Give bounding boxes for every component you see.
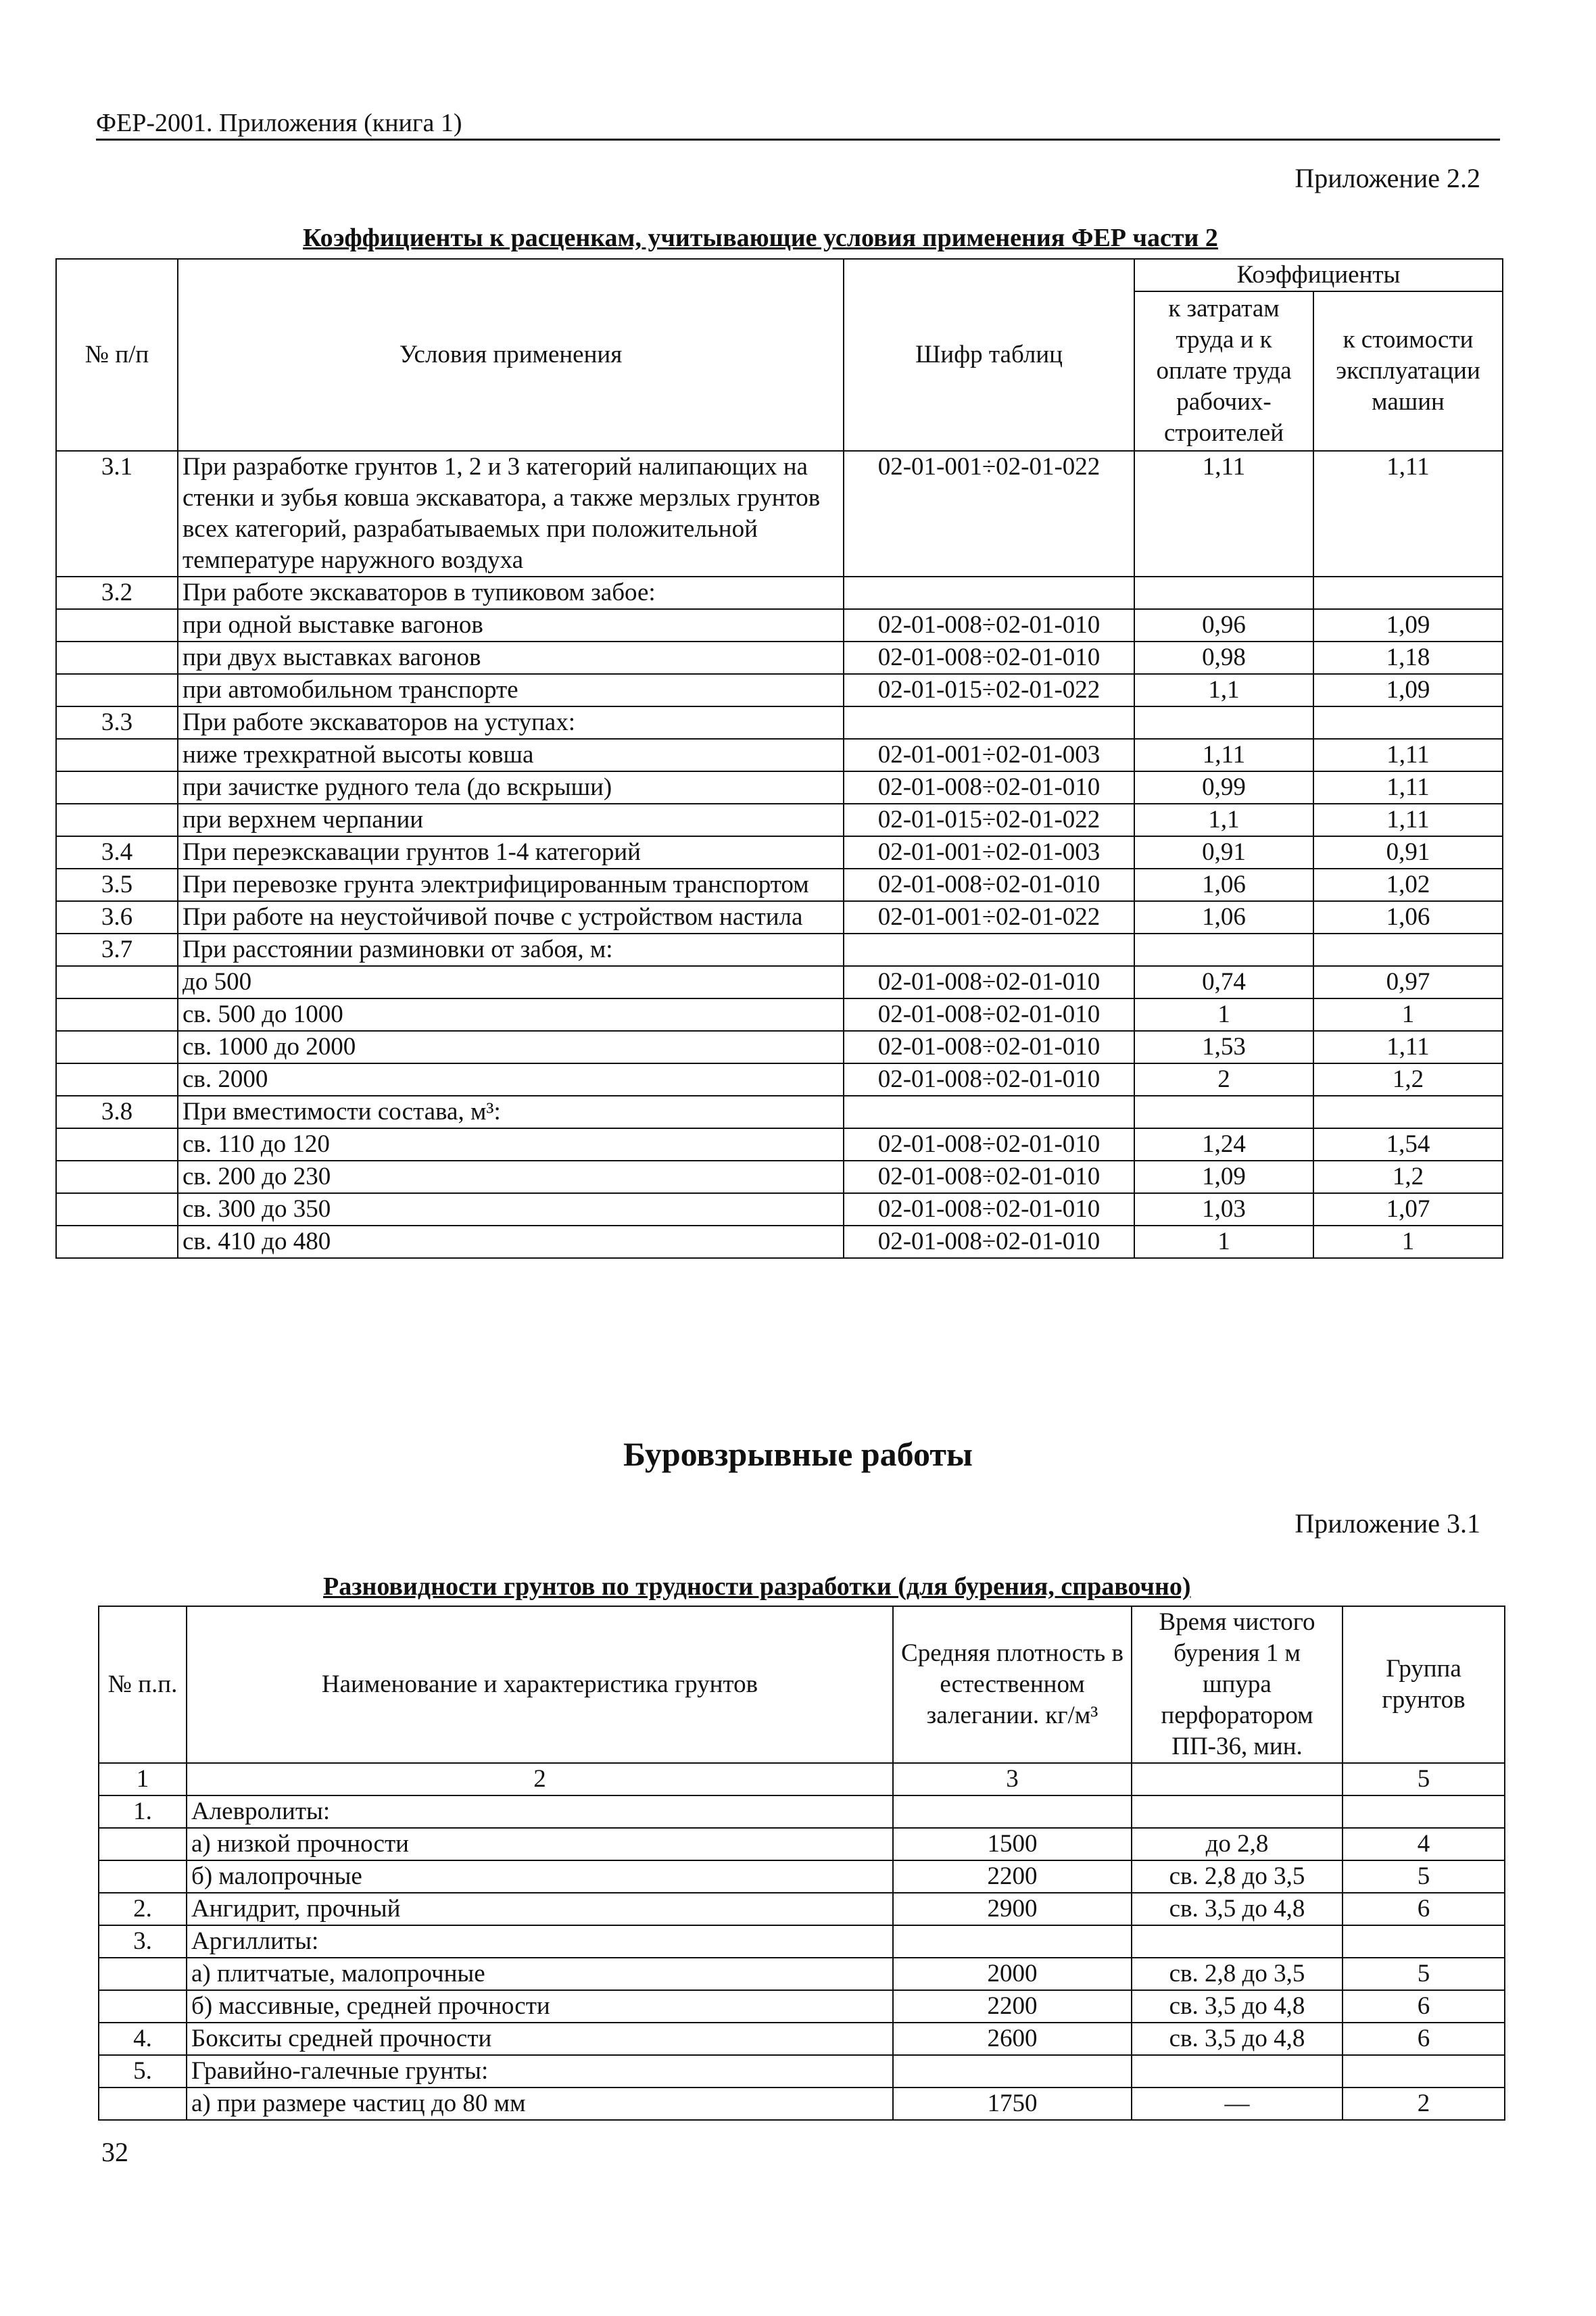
table-row [56, 998, 1503, 1031]
col-header-density: Средняя плотность в естественном залегании. кг/м³ [893, 1606, 1132, 1763]
row-machine-coef: 1 [1313, 1226, 1503, 1258]
row-condition: При вместимости состава, м³: [178, 1096, 844, 1128]
row-number [56, 966, 178, 998]
row-drilling-time: — [1132, 2088, 1343, 2120]
table-row [56, 1193, 1503, 1226]
running-header: ФЕР-2001. Приложения (книга 1) [96, 109, 462, 137]
col-header-table-code: Шифр таблиц [844, 259, 1134, 451]
appendix-3-1-title: Разновидности грунтов по трудности разработки (для бурения, справочно) [323, 1572, 1191, 1601]
table-row [99, 2023, 1505, 2055]
row-condition: св. 500 до 1000 [178, 998, 844, 1031]
row-machine-coef: 0,91 [1313, 836, 1503, 869]
row-table-code [844, 577, 1134, 609]
row-condition: св. 410 до 480 [178, 1226, 844, 1258]
row-table-code: 02-01-008÷02-01-010 [844, 642, 1134, 674]
table-row [99, 1925, 1505, 1958]
row-table-code: 02-01-008÷02-01-010 [844, 998, 1134, 1031]
row-density: 2200 [893, 1860, 1132, 1893]
table-row [56, 739, 1503, 771]
col-header-num: № п/п [56, 259, 178, 451]
row-number [56, 1128, 178, 1161]
row-number [56, 804, 178, 836]
row-number [56, 1031, 178, 1063]
row-machine-coef: 1,11 [1313, 804, 1503, 836]
row-table-code: 02-01-008÷02-01-010 [844, 1193, 1134, 1226]
row-table-code: 02-01-008÷02-01-010 [844, 1063, 1134, 1096]
table-row [56, 901, 1503, 934]
row-density [893, 1795, 1132, 1828]
row-soil-group: 4 [1343, 1828, 1505, 1860]
row-table-code: 02-01-008÷02-01-010 [844, 609, 1134, 642]
row-number: 3.8 [56, 1096, 178, 1128]
row-number: 3. [99, 1925, 187, 1958]
row-condition: При расстоянии разминовки от забоя, м: [178, 934, 844, 966]
row-number [56, 1226, 178, 1258]
table-row [56, 642, 1503, 674]
row-machine-coef [1313, 706, 1503, 739]
row-condition: св. 200 до 230 [178, 1161, 844, 1193]
col-header-soil-group: Группа грунтов [1343, 1606, 1505, 1763]
soil-types-table [98, 1606, 1505, 2121]
row-machine-coef: 1,11 [1313, 771, 1503, 804]
row-number: 3.7 [56, 934, 178, 966]
row-soil-group: 6 [1343, 1990, 1505, 2023]
row-condition: при верхнем черпании [178, 804, 844, 836]
row-machine-coef: 1,09 [1313, 609, 1503, 642]
row-soil-group [1343, 2055, 1505, 2088]
row-number [56, 771, 178, 804]
table-row [56, 1128, 1503, 1161]
row-machine-coef: 1,07 [1313, 1193, 1503, 1226]
appendix-2-2-label: Приложение 2.2 [1295, 163, 1480, 193]
table-row [56, 966, 1503, 998]
row-drilling-time [1132, 2055, 1343, 2088]
table-row [99, 2055, 1505, 2088]
row-labor-coef: 0,74 [1134, 966, 1313, 998]
row-condition: ниже трехкратной высоты ковша [178, 739, 844, 771]
row-drilling-time: св. 3,5 до 4,8 [1132, 1990, 1343, 2023]
row-labor-coef [1134, 1096, 1313, 1128]
table-row [56, 804, 1503, 836]
table-row [56, 836, 1503, 869]
table-row [56, 706, 1503, 739]
row-machine-coef [1313, 577, 1503, 609]
row-condition: при автомобильном транспорте [178, 674, 844, 706]
col-header-machine-coef: к стоимости эксплуатации машин [1313, 291, 1503, 451]
row-number [56, 1161, 178, 1193]
col-header-labor-coef: к затратам труда и к оплате труда рабочих-строителей [1134, 291, 1313, 451]
row-labor-coef: 1 [1134, 1226, 1313, 1258]
row-labor-coef: 0,96 [1134, 609, 1313, 642]
row-machine-coef: 1,11 [1313, 1031, 1503, 1063]
row-drilling-time: св. 3,5 до 4,8 [1132, 2023, 1343, 2055]
row-number: 3.5 [56, 869, 178, 901]
row-labor-coef [1134, 934, 1313, 966]
column-number-row [99, 1763, 1505, 1795]
row-condition: При работе экскаваторов на уступах: [178, 706, 844, 739]
row-labor-coef: 1 [1134, 998, 1313, 1031]
table-row [99, 1795, 1505, 1828]
row-table-code: 02-01-008÷02-01-010 [844, 1128, 1134, 1161]
row-table-code [844, 1096, 1134, 1128]
row-labor-coef: 0,91 [1134, 836, 1313, 869]
row-number [99, 1958, 187, 1990]
row-number: 4. [99, 2023, 187, 2055]
table-row [56, 1096, 1503, 1128]
row-drilling-time [1132, 1925, 1343, 1958]
row-labor-coef [1134, 577, 1313, 609]
row-number [56, 674, 178, 706]
table-row [56, 1063, 1503, 1096]
row-density: 1750 [893, 2088, 1132, 2120]
column-number: 1 [99, 1763, 187, 1795]
row-labor-coef: 1,03 [1134, 1193, 1313, 1226]
row-soil-name: Алевролиты: [187, 1795, 893, 1828]
table-row [99, 1828, 1505, 1860]
row-table-code: 02-01-008÷02-01-010 [844, 869, 1134, 901]
row-machine-coef: 1,2 [1313, 1161, 1503, 1193]
row-soil-name: а) низкой прочности [187, 1828, 893, 1860]
row-number: 3.2 [56, 577, 178, 609]
row-machine-coef [1313, 934, 1503, 966]
row-condition: При разработке грунтов 1, 2 и 3 категорий налипающих на стенки и зубья ковша экскаватора, а также мерзлых грунтов всех категорий, разрабатываемых при положительной температуре наружного воздуха [178, 451, 844, 577]
row-number: 5. [99, 2055, 187, 2088]
row-machine-coef [1313, 1096, 1503, 1128]
row-machine-coef: 1,06 [1313, 901, 1503, 934]
table-row [56, 1031, 1503, 1063]
row-condition: св. 110 до 120 [178, 1128, 844, 1161]
row-machine-coef: 1,09 [1313, 674, 1503, 706]
row-table-code [844, 934, 1134, 966]
row-labor-coef: 0,99 [1134, 771, 1313, 804]
row-number [56, 609, 178, 642]
row-density: 2000 [893, 1958, 1132, 1990]
col-header-coefficients: Коэффициенты [1134, 259, 1503, 291]
row-machine-coef: 1,11 [1313, 451, 1503, 577]
row-labor-coef: 1,11 [1134, 451, 1313, 577]
row-condition: При работе экскаваторов в тупиковом забое: [178, 577, 844, 609]
row-soil-name: Бокситы средней прочности [187, 2023, 893, 2055]
row-drilling-time: св. 3,5 до 4,8 [1132, 1893, 1343, 1925]
row-soil-name: Ангидрит, прочный [187, 1893, 893, 1925]
row-machine-coef: 1 [1313, 998, 1503, 1031]
row-table-code: 02-01-015÷02-01-022 [844, 804, 1134, 836]
row-table-code: 02-01-008÷02-01-010 [844, 771, 1134, 804]
row-number [56, 1063, 178, 1096]
row-labor-coef: 2 [1134, 1063, 1313, 1096]
header-rule [96, 139, 1500, 141]
row-density: 2900 [893, 1893, 1132, 1925]
row-drilling-time: св. 2,8 до 3,5 [1132, 1860, 1343, 1893]
row-soil-name: б) малопрочные [187, 1860, 893, 1893]
coefficients-table [55, 258, 1503, 1259]
row-number [56, 998, 178, 1031]
row-condition: до 500 [178, 966, 844, 998]
row-machine-coef: 1,18 [1313, 642, 1503, 674]
row-labor-coef: 1,06 [1134, 901, 1313, 934]
appendix-3-1-label: Приложение 3.1 [1295, 1508, 1480, 1539]
col-header-drilling-time: Время чистого бурения 1 м шпура перфоратором ПП-36, мин. [1132, 1606, 1343, 1763]
row-soil-name: а) при размере частиц до 80 мм [187, 2088, 893, 2120]
row-number [99, 1990, 187, 2023]
row-drilling-time: св. 2,8 до 3,5 [1132, 1958, 1343, 1990]
table-row [56, 674, 1503, 706]
appendix-2-2-title: Коэффициенты к расценкам, учитывающие условия применения ФЕР части 2 [303, 224, 1218, 252]
row-soil-group: 5 [1343, 1860, 1505, 1893]
table-row [99, 1860, 1505, 1893]
row-table-code: 02-01-008÷02-01-010 [844, 1226, 1134, 1258]
row-labor-coef: 1,11 [1134, 739, 1313, 771]
col-header-num: № п.п. [99, 1606, 187, 1763]
table-row [99, 1990, 1505, 2023]
row-machine-coef: 1,54 [1313, 1128, 1503, 1161]
row-number [56, 739, 178, 771]
row-condition: при одной выставке вагонов [178, 609, 844, 642]
row-number [99, 1860, 187, 1893]
row-labor-coef: 0,98 [1134, 642, 1313, 674]
row-soil-name: Аргиллиты: [187, 1925, 893, 1958]
row-number: 3.4 [56, 836, 178, 869]
column-number [1132, 1763, 1343, 1795]
row-soil-name: Гравийно-галечные грунты: [187, 2055, 893, 2088]
table-row [99, 1893, 1505, 1925]
table-row [56, 934, 1503, 966]
row-number [56, 1193, 178, 1226]
row-table-code: 02-01-008÷02-01-010 [844, 966, 1134, 998]
row-condition: св. 2000 [178, 1063, 844, 1096]
row-labor-coef: 1,06 [1134, 869, 1313, 901]
row-number: 2. [99, 1893, 187, 1925]
row-soil-group: 2 [1343, 2088, 1505, 2120]
row-condition: при зачистке рудного тела (до вскрыши) [178, 771, 844, 804]
row-density: 1500 [893, 1828, 1132, 1860]
row-soil-group [1343, 1795, 1505, 1828]
row-density [893, 1925, 1132, 1958]
col-header-conditions: Условия применения [178, 259, 844, 451]
table-row [56, 869, 1503, 901]
row-condition: При перевозке грунта электрифицированным транспортом [178, 869, 844, 901]
row-labor-coef [1134, 706, 1313, 739]
row-table-code: 02-01-008÷02-01-010 [844, 1161, 1134, 1193]
table-row [56, 1161, 1503, 1193]
row-condition: При работе на неустойчивой почве с устройством настила [178, 901, 844, 934]
column-number: 5 [1343, 1763, 1505, 1795]
row-soil-group: 6 [1343, 2023, 1505, 2055]
row-number [99, 2088, 187, 2120]
row-drilling-time [1132, 1795, 1343, 1828]
table-row [56, 1226, 1503, 1258]
column-number: 3 [893, 1763, 1132, 1795]
row-condition: св. 1000 до 2000 [178, 1031, 844, 1063]
row-soil-name: а) плитчатые, малопрочные [187, 1958, 893, 1990]
row-soil-group [1343, 1925, 1505, 1958]
row-table-code: 02-01-008÷02-01-010 [844, 1031, 1134, 1063]
row-table-code: 02-01-001÷02-01-022 [844, 901, 1134, 934]
table-row [56, 771, 1503, 804]
row-labor-coef: 1,53 [1134, 1031, 1313, 1063]
col-header-soil-name: Наименование и характеристика грунтов [187, 1606, 893, 1763]
row-table-code: 02-01-001÷02-01-003 [844, 739, 1134, 771]
row-density: 2600 [893, 2023, 1132, 2055]
row-machine-coef: 1,02 [1313, 869, 1503, 901]
row-machine-coef: 0,97 [1313, 966, 1503, 998]
row-condition: При переэкскавации грунтов 1-4 категорий [178, 836, 844, 869]
section-title: Буровзрывные работы [623, 1435, 973, 1473]
row-table-code: 02-01-001÷02-01-022 [844, 451, 1134, 577]
table-row [56, 609, 1503, 642]
row-number: 1. [99, 1795, 187, 1828]
table-row [99, 2088, 1505, 2120]
table-row [99, 1958, 1505, 1990]
row-number: 3.6 [56, 901, 178, 934]
page-number: 32 [101, 2137, 128, 2167]
row-machine-coef: 1,11 [1313, 739, 1503, 771]
row-labor-coef: 1,1 [1134, 804, 1313, 836]
row-labor-coef: 1,09 [1134, 1161, 1313, 1193]
row-table-code: 02-01-001÷02-01-003 [844, 836, 1134, 869]
row-number [99, 1828, 187, 1860]
row-condition: при двух выставках вагонов [178, 642, 844, 674]
row-drilling-time: до 2,8 [1132, 1828, 1343, 1860]
row-machine-coef: 1,2 [1313, 1063, 1503, 1096]
column-number: 2 [187, 1763, 893, 1795]
row-labor-coef: 1,24 [1134, 1128, 1313, 1161]
row-number [56, 642, 178, 674]
row-condition: св. 300 до 350 [178, 1193, 844, 1226]
row-soil-name: б) массивные, средней прочности [187, 1990, 893, 2023]
row-density: 2200 [893, 1990, 1132, 2023]
row-number: 3.3 [56, 706, 178, 739]
row-labor-coef: 1,1 [1134, 674, 1313, 706]
row-density [893, 2055, 1132, 2088]
row-table-code: 02-01-015÷02-01-022 [844, 674, 1134, 706]
row-number: 3.1 [56, 451, 178, 577]
row-table-code [844, 706, 1134, 739]
row-soil-group: 5 [1343, 1958, 1505, 1990]
row-soil-group: 6 [1343, 1893, 1505, 1925]
table-row [56, 577, 1503, 609]
table-row [56, 451, 1503, 577]
